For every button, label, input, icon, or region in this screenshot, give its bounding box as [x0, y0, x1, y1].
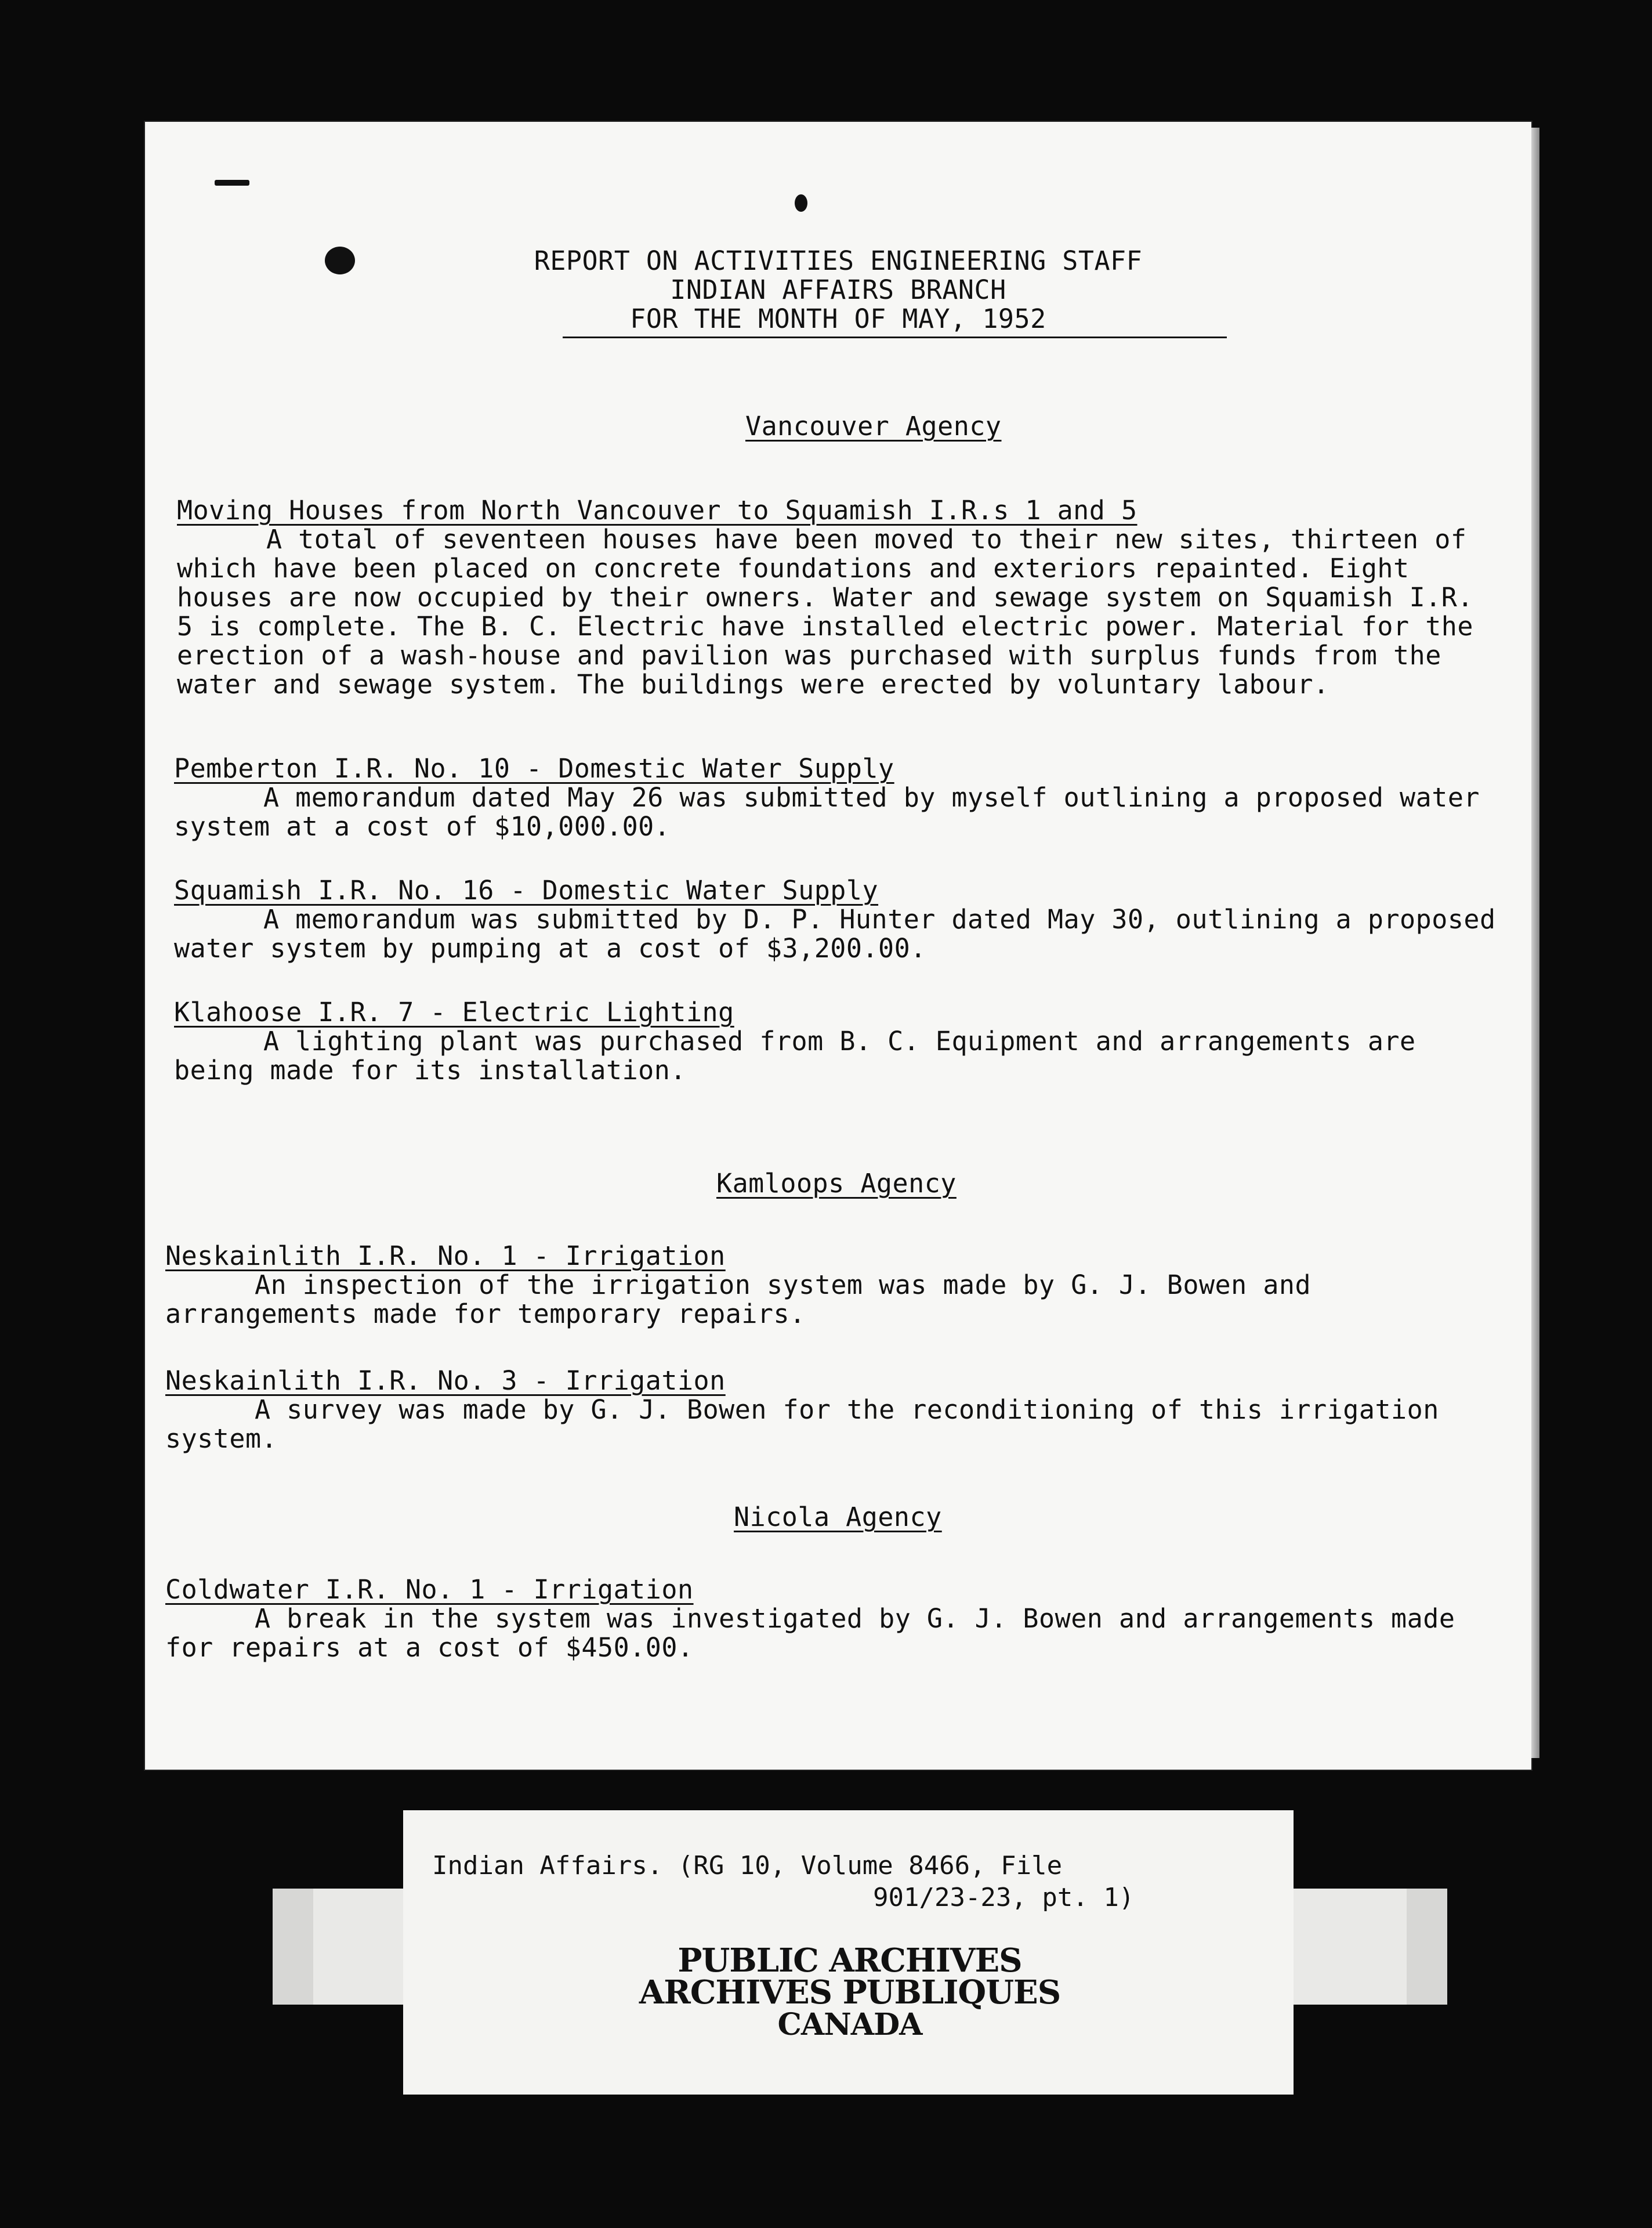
section-heading: Neskainlith I.R. No. 3 - Irrigation [165, 1365, 726, 1396]
section-body: A memorandum dated May 26 was submitted by myself outlining a proposed water system at a cost of $10,000.00. [174, 782, 1480, 842]
report-period: FOR THE MONTH OF MAY, 1952 [630, 303, 1046, 334]
section-heading: Neskainlith I.R. No. 1 - Irrigation [165, 1240, 726, 1271]
archive-reference-line1: Indian Affairs. (RG 10, Volume 8466, File [432, 1851, 1063, 1880]
report-title: REPORT ON ACTIVITIES ENGINEERING STAFF [534, 245, 1143, 276]
section-body: A lighting plant was purchased from B. C. Equipment and arrangements are being made for its installation. [174, 1026, 1416, 1086]
section-body: A survey was made by G. J. Bowen for the reconditioning of this irrigation system. [165, 1394, 1439, 1454]
agency-heading-nicola: Nicola Agency [734, 1502, 942, 1532]
document-page [145, 122, 1531, 1770]
page-mark [795, 194, 807, 212]
section-heading: Moving Houses from North Vancouver to Squamish I.R.s 1 and 5 [177, 495, 1137, 526]
section-heading: Klahoose I.R. 7 - Electric Lighting [174, 997, 734, 1028]
strip-end-right [1407, 1889, 1447, 2005]
section-body: A memorandum was submitted by D. P. Hunter dated May 30, outlining a proposed water system by pumping at a cost of $3,200.00. [174, 904, 1496, 964]
archive-stamp-line2: ARCHIVES PUBLIQUES [639, 1973, 1061, 2012]
section-body: An inspection of the irrigation system was made by G. J. Bowen and arrangements made for temporary repairs. [165, 1269, 1312, 1329]
report-branch: INDIAN AFFAIRS BRANCH [670, 274, 1006, 305]
section-heading: Pemberton I.R. No. 10 - Domestic Water Supply [174, 753, 894, 784]
archive-reference-line2: 901/23-23, pt. 1) [873, 1883, 1135, 1912]
section-heading: Squamish I.R. No. 16 - Domestic Water Supply [174, 875, 879, 906]
strip-end-left [273, 1889, 313, 2005]
archive-stamp-line1: PUBLIC ARCHIVES [678, 1941, 1022, 1980]
section-body: A break in the system was investigated by G. J. Bowen and arrangements made for repairs at a cost of $450.00. [165, 1603, 1455, 1663]
agency-heading-vancouver: Vancouver Agency [745, 411, 1002, 442]
header-rule [563, 337, 1227, 338]
agency-heading-kamloops: Kamloops Agency [716, 1168, 957, 1199]
ink-speck [215, 180, 249, 186]
section-body: A total of seventeen houses have been moved to their new sites, thirteen of which have been placed on concrete foundations and exteriors repainted. Eight houses are now occupied by their owners. Water and sewage system on Squamish I.R. 5 is complete. The B. C. Electric have installed electric power. Material for the erection of a wash-house and pavilion was purchased with surplus funds from the water and sewage system. The buildings were erected by voluntary labour. [177, 524, 1473, 700]
section-heading: Coldwater I.R. No. 1 - Irrigation [165, 1574, 694, 1605]
archive-stamp-line3: CANADA [777, 2007, 922, 2042]
